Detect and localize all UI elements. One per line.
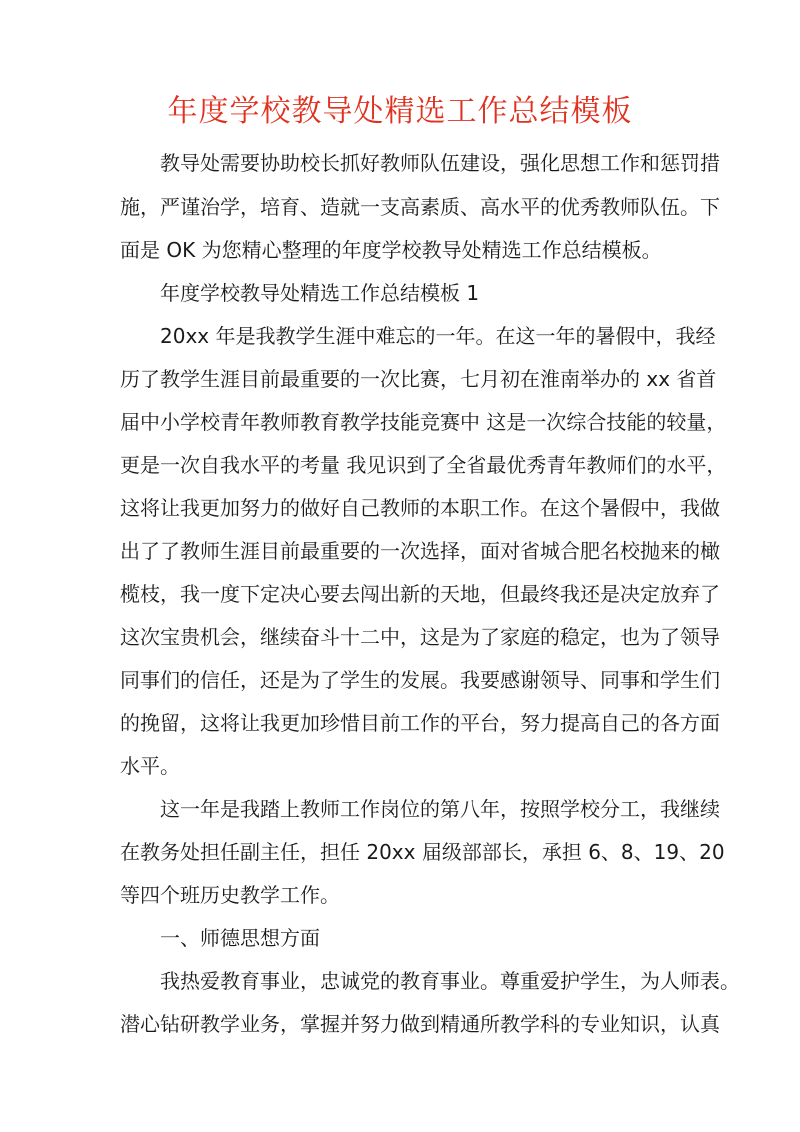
paragraph-line: 这一年是我踏上教师工作岗位的第八年，按照学校分工，我继续 — [160, 797, 720, 821]
paragraph-line: 这将让我更加努力的做好自己教师的本职工作。在这个暑假中，我做 — [120, 496, 720, 520]
paragraph-line: 我热爱教育事业，忠诚党的教育事业。尊重爱护学生，为人师表。 — [160, 969, 740, 993]
paragraph-line: 水平。 — [120, 754, 180, 778]
document-title: 年度学校教导处精选工作总结模板 — [167, 94, 633, 129]
paragraph-line: 同事们的信任，还是为了学生的发展。我要感谢领导、同事和学生们 — [120, 668, 720, 692]
paragraph-line: 出了了教师生涯目前最重要的一次选择，面对省城合肥名校抛来的橄 — [120, 539, 720, 563]
paragraph-line: 20xx 年是我教学生涯中难忘的一年。在这一年的暑假中，我经 — [160, 324, 716, 348]
paragraph-line: 等四个班历史教学工作。 — [120, 883, 340, 907]
paragraph-line: 榄枝，我一度下定决心要去闯出新的天地，但最终我还是决定放弃了 — [120, 582, 720, 606]
paragraph-line: 历了教学生涯目前最重要的一次比赛，七月初在淮南举办的 xx 省首 — [120, 367, 717, 391]
section-heading: 年度学校教导处精选工作总结模板 1 — [160, 281, 480, 305]
paragraph-line: 潜心钻研教学业务，掌握并努力做到精通所教学科的专业知识，认真 — [120, 1012, 720, 1036]
paragraph-line: 这次宝贵机会，继续奋斗十二中，这是为了家庭的稳定，也为了领导 — [120, 625, 720, 649]
paragraph-line: 在教务处担任副主任，担任 20xx 届级部部长，承担 6、8、19、20 — [120, 840, 725, 864]
paragraph-line: 的挽留，这将让我更加珍惜目前工作的平台，努力提高自己的各方面 — [120, 711, 720, 735]
section-heading: 一、师德思想方面 — [160, 926, 320, 950]
paragraph-line: 施，严谨治学，培育、造就一支高素质、高水平的优秀教师队伍。下 — [120, 195, 720, 219]
paragraph-line: 面是 OK 为您精心整理的年度学校教导处精选工作总结模板。 — [120, 238, 662, 262]
paragraph-line: 届中小学校青年教师教育教学技能竞赛中 这是一次综合技能的较量， — [120, 410, 727, 434]
paragraph-line: 教导处需要协助校长抓好教师队伍建设，强化思想工作和惩罚措 — [160, 151, 720, 175]
paragraph-line: 更是一次自我水平的考量 我见识到了全省最优秀青年教师们的水平， — [120, 453, 727, 477]
